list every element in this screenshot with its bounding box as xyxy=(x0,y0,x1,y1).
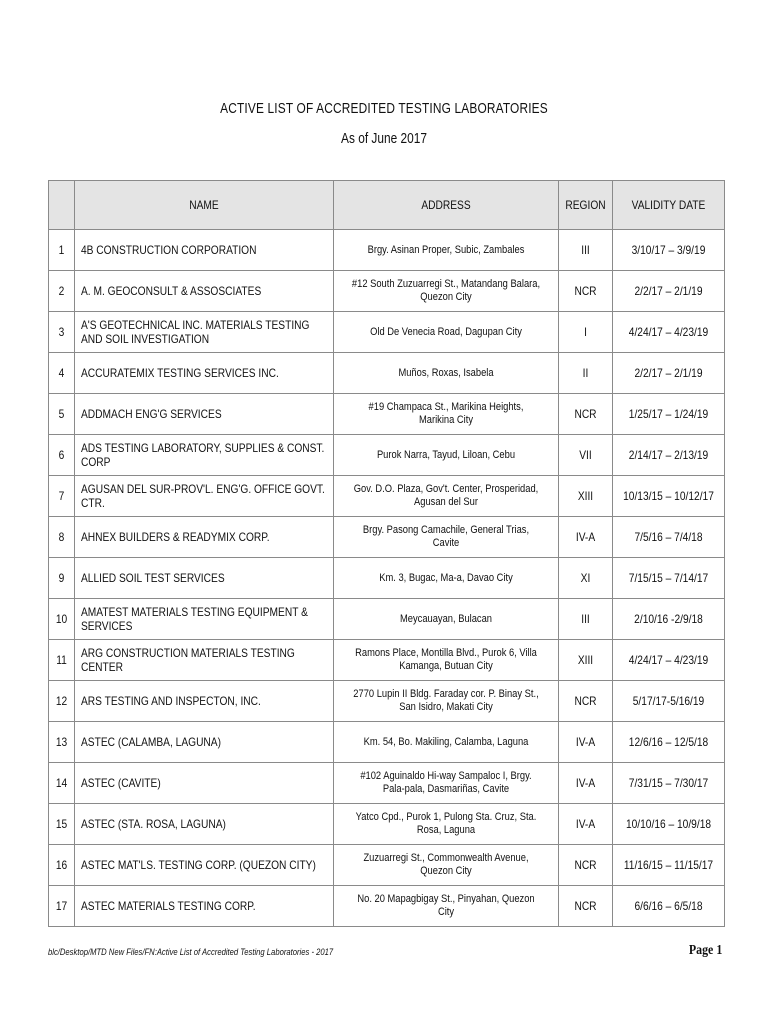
cell-validity-date: 10/13/15 – 10/12/17 xyxy=(613,476,725,517)
cell-name: ASTEC MAT'LS. TESTING CORP. (QUEZON CITY) xyxy=(75,845,334,886)
cell-region: III xyxy=(559,599,613,640)
table-row xyxy=(49,271,725,312)
cell-name: ALLIED SOIL TEST SERVICES xyxy=(75,558,334,599)
cell-number: 15 xyxy=(49,804,75,845)
cell-address: Meycauayan, Bulacan xyxy=(334,599,559,640)
cell-name: ASTEC (CAVITE) xyxy=(75,763,334,804)
cell-region: XIII xyxy=(559,640,613,681)
table-row xyxy=(49,476,725,517)
cell-number: 9 xyxy=(49,558,75,599)
cell-address: Km. 54, Bo. Makiling, Calamba, Laguna xyxy=(334,722,559,763)
cell-name: 4B CONSTRUCTION CORPORATION xyxy=(75,230,334,271)
cell-number: 3 xyxy=(49,312,75,353)
cell-number: 5 xyxy=(49,394,75,435)
cell-number: 17 xyxy=(49,886,75,927)
cell-validity-date: 2/2/17 – 2/1/19 xyxy=(613,271,725,312)
cell-region: II xyxy=(559,353,613,394)
cell-name: ARG CONSTRUCTION MATERIALS TESTING CENTER xyxy=(75,640,334,681)
cell-validity-date: 10/10/16 – 10/9/18 xyxy=(613,804,725,845)
document-title: ACTIVE LIST OF ACCREDITED TESTING LABORATORIES xyxy=(220,101,548,117)
cell-number: 10 xyxy=(49,599,75,640)
cell-address: Gov. D.O. Plaza, Gov't. Center, Prosperidad, Agusan del Sur xyxy=(334,476,559,517)
table-row xyxy=(49,517,725,558)
cell-number: 4 xyxy=(49,353,75,394)
cell-validity-date: 6/6/16 – 6/5/18 xyxy=(613,886,725,927)
cell-name: A. M. GEOCONSULT & ASSOSCIATES xyxy=(75,271,334,312)
header-validity-date: VALIDITY DATE xyxy=(613,181,725,230)
header-name: NAME xyxy=(75,181,334,230)
cell-address: No. 20 Mapagbigay St., Pinyahan, Quezon City xyxy=(334,886,559,927)
cell-address: #12 South Zuzuarregi St., Matandang Balara, Quezon City xyxy=(334,271,559,312)
cell-number: 13 xyxy=(49,722,75,763)
cell-region: IV-A xyxy=(559,517,613,558)
cell-region: IV-A xyxy=(559,804,613,845)
cell-region: III xyxy=(559,230,613,271)
table-row xyxy=(49,558,725,599)
document-subtitle: As of June 2017 xyxy=(341,131,427,147)
cell-number: 12 xyxy=(49,681,75,722)
cell-name: ASTEC (CALAMBA, LAGUNA) xyxy=(75,722,334,763)
table-row xyxy=(49,640,725,681)
cell-region: NCR xyxy=(559,394,613,435)
cell-address: 2770 Lupin II Bldg. Faraday cor. P. Binay St., San Isidro, Makati City xyxy=(334,681,559,722)
cell-region: NCR xyxy=(559,845,613,886)
laboratories-table xyxy=(48,180,725,927)
cell-number: 8 xyxy=(49,517,75,558)
table-row xyxy=(49,763,725,804)
cell-region: IV-A xyxy=(559,763,613,804)
cell-region: I xyxy=(559,312,613,353)
cell-validity-date: 4/24/17 – 4/23/19 xyxy=(613,640,725,681)
cell-address: Purok Narra, Tayud, Liloan, Cebu xyxy=(334,435,559,476)
cell-name: A'S GEOTECHNICAL INC. MATERIALS TESTING AND SOIL INVESTIGATION xyxy=(75,312,334,353)
cell-number: 1 xyxy=(49,230,75,271)
cell-name: AMATEST MATERIALS TESTING EQUIPMENT & SERVICES xyxy=(75,599,334,640)
table-row xyxy=(49,230,725,271)
cell-validity-date: 3/10/17 – 3/9/19 xyxy=(613,230,725,271)
cell-validity-date: 7/15/15 – 7/14/17 xyxy=(613,558,725,599)
cell-name: ASTEC MATERIALS TESTING CORP. xyxy=(75,886,334,927)
table-row xyxy=(49,312,725,353)
table-header-row xyxy=(49,181,725,230)
cell-validity-date: 11/16/15 – 11/15/17 xyxy=(613,845,725,886)
cell-number: 16 xyxy=(49,845,75,886)
cell-name: AGUSAN DEL SUR-PROV'L. ENG'G. OFFICE GOVT. CTR. xyxy=(75,476,334,517)
cell-address: Muños, Roxas, Isabela xyxy=(334,353,559,394)
cell-number: 14 xyxy=(49,763,75,804)
cell-number: 11 xyxy=(49,640,75,681)
cell-number: 6 xyxy=(49,435,75,476)
cell-validity-date: 1/25/17 – 1/24/19 xyxy=(613,394,725,435)
cell-region: NCR xyxy=(559,271,613,312)
cell-validity-date: 2/2/17 – 2/1/19 xyxy=(613,353,725,394)
cell-name: ASTEC (STA. ROSA, LAGUNA) xyxy=(75,804,334,845)
cell-name: AHNEX BUILDERS & READYMIX CORP. xyxy=(75,517,334,558)
table-row xyxy=(49,845,725,886)
header-number xyxy=(49,181,75,230)
page-number: Page 1 xyxy=(688,943,722,958)
cell-address: Zuzuarregi St., Commonwealth Avenue, Quezon City xyxy=(334,845,559,886)
cell-validity-date: 7/5/16 – 7/4/18 xyxy=(613,517,725,558)
table-row xyxy=(49,804,725,845)
cell-region: NCR xyxy=(559,681,613,722)
table-row xyxy=(49,394,725,435)
cell-region: NCR xyxy=(559,886,613,927)
cell-name: ARS TESTING AND INSPECTON, INC. xyxy=(75,681,334,722)
table-body xyxy=(49,230,725,927)
cell-region: XIII xyxy=(559,476,613,517)
cell-address: Brgy. Asinan Proper, Subic, Zambales xyxy=(334,230,559,271)
table-row xyxy=(49,681,725,722)
cell-address: Yatco Cpd., Purok 1, Pulong Sta. Cruz, Sta. Rosa, Laguna xyxy=(334,804,559,845)
cell-validity-date: 2/10/16 -2/9/18 xyxy=(613,599,725,640)
table-row xyxy=(49,722,725,763)
table-row xyxy=(49,886,725,927)
cell-address: Old De Venecia Road, Dagupan City xyxy=(334,312,559,353)
table-row xyxy=(49,435,725,476)
footer-file-path: blc/Desktop/MTD New Files/FN:Active List of Accredited Testing Laboratories - 2017 xyxy=(48,947,334,957)
header-address: ADDRESS xyxy=(334,181,559,230)
cell-region: XI xyxy=(559,558,613,599)
header-region: REGION xyxy=(559,181,613,230)
cell-name: ACCURATEMIX TESTING SERVICES INC. xyxy=(75,353,334,394)
cell-address: #19 Champaca St., Marikina Heights, Marikina City xyxy=(334,394,559,435)
cell-address: Ramons Place, Montilla Blvd., Purok 6, Villa Kamanga, Butuan City xyxy=(334,640,559,681)
table-row xyxy=(49,599,725,640)
cell-name: ADDMACH ENG'G SERVICES xyxy=(75,394,334,435)
cell-number: 2 xyxy=(49,271,75,312)
cell-validity-date: 4/24/17 – 4/23/19 xyxy=(613,312,725,353)
cell-region: IV-A xyxy=(559,722,613,763)
cell-address: Km. 3, Bugac, Ma-a, Davao City xyxy=(334,558,559,599)
cell-address: Brgy. Pasong Camachile, General Trias, Cavite xyxy=(334,517,559,558)
cell-validity-date: 7/31/15 – 7/30/17 xyxy=(613,763,725,804)
cell-region: VII xyxy=(559,435,613,476)
cell-validity-date: 5/17/17-5/16/19 xyxy=(613,681,725,722)
cell-address: #102 Aguinaldo Hi-way Sampaloc I, Brgy. Pala-pala, Dasmariñas, Cavite xyxy=(334,763,559,804)
cell-number: 7 xyxy=(49,476,75,517)
cell-validity-date: 2/14/17 – 2/13/19 xyxy=(613,435,725,476)
cell-validity-date: 12/6/16 – 12/5/18 xyxy=(613,722,725,763)
table-row xyxy=(49,353,725,394)
cell-name: ADS TESTING LABORATORY, SUPPLIES & CONST. CORP xyxy=(75,435,334,476)
